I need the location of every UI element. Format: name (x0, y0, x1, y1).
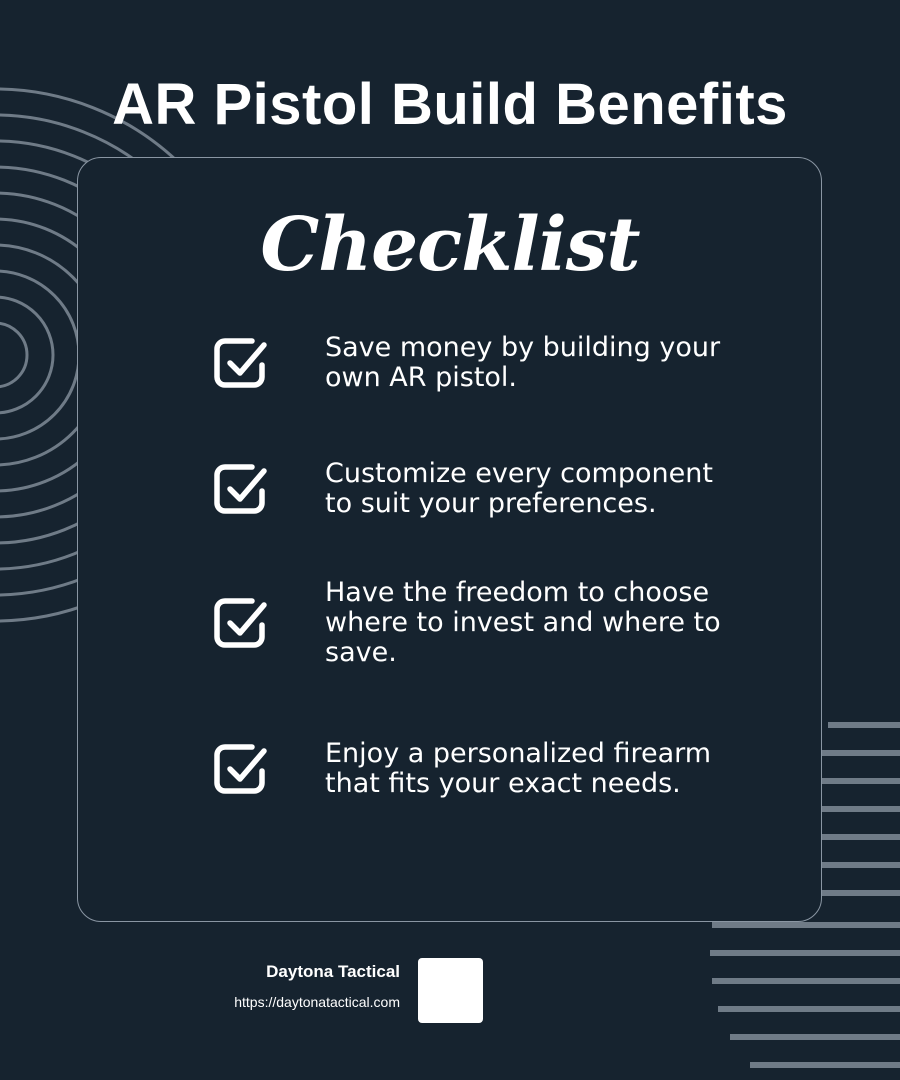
footer-brand-name: Daytona Tactical (266, 962, 400, 981)
footer-website-link[interactable]: https://daytonatactical.com (234, 994, 400, 1010)
page-title: AR Pistol Build Benefits (112, 72, 788, 137)
checklist-item (212, 333, 752, 393)
checkbox-check-icon (212, 739, 272, 799)
checklist-item-text: Customize every component to suit your preferences. (325, 458, 713, 519)
checklist-item-text: Save money by building your own AR pistol. (325, 332, 721, 393)
checklist-item-text: Have the freedom to choose where to invest and where to save. (325, 577, 721, 668)
checklist-item (212, 459, 752, 519)
checklist-item (212, 739, 752, 799)
checkbox-check-icon (212, 333, 272, 393)
checklist-item (212, 578, 752, 668)
logo-placeholder (418, 958, 483, 1023)
checklist-heading: Checklist (260, 202, 640, 288)
checklist-item-text: Enjoy a personalized firearm that fits your exact needs. (325, 738, 712, 799)
checkbox-check-icon (212, 459, 272, 519)
checkbox-check-icon (212, 593, 272, 653)
